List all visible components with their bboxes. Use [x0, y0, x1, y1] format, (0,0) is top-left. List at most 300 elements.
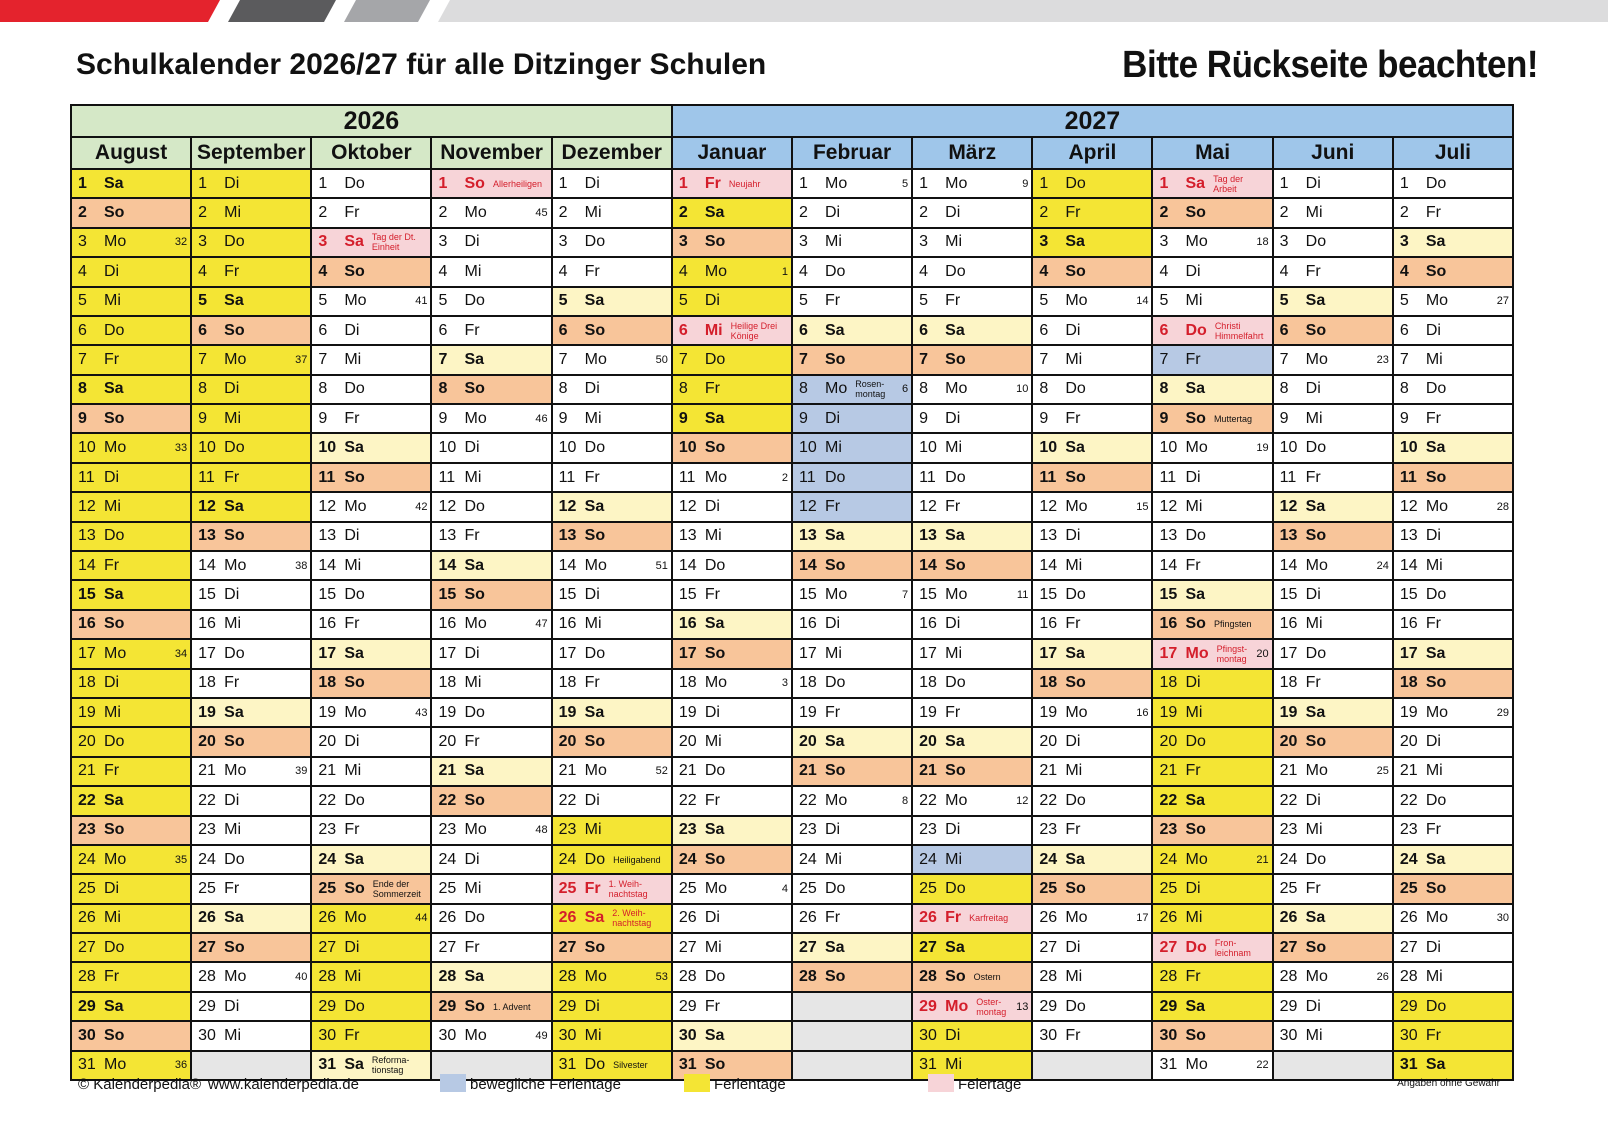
- day-cell: [72, 258, 190, 285]
- day-number: 31: [318, 1056, 337, 1074]
- day-number: 20: [1039, 733, 1058, 751]
- day-cell: [192, 405, 310, 432]
- day-cell: [553, 523, 671, 550]
- weekday-abbr: Mi: [1305, 409, 1323, 427]
- day-number: 23: [558, 821, 577, 839]
- weekday-abbr: Mi: [104, 909, 121, 927]
- day-number: 23: [1159, 821, 1178, 839]
- day-cell: [72, 640, 190, 667]
- weekday-abbr: Fr: [584, 674, 600, 692]
- day-number: 25: [798, 879, 817, 897]
- day-number: 26: [78, 909, 96, 927]
- weekday-abbr: Fr: [464, 527, 480, 545]
- day-number: 27: [78, 938, 96, 956]
- day-number: 29: [78, 997, 96, 1015]
- weekday-abbr: Do: [224, 850, 245, 868]
- day-cell: [1153, 581, 1271, 608]
- weekday-abbr: Di: [1305, 586, 1321, 604]
- day-cell: [1394, 346, 1512, 373]
- month-header-juli: Juli: [1394, 138, 1512, 168]
- day-cell: [673, 993, 791, 1020]
- event-note: Ostern: [973, 972, 1001, 983]
- weekday-abbr: So: [1185, 409, 1206, 427]
- weekday-abbr: Mo: [945, 586, 968, 604]
- weekday-abbr: Fr: [1065, 615, 1081, 633]
- day-cell: [72, 875, 190, 902]
- day-cell: [432, 346, 550, 373]
- day-cell: [553, 846, 671, 873]
- day-number: 29: [1039, 997, 1058, 1015]
- day-number: 28: [198, 968, 216, 986]
- day-number: 28: [1399, 968, 1418, 986]
- day-number: 20: [318, 733, 337, 751]
- weekday-abbr: Mo: [1065, 703, 1088, 721]
- weekday-abbr: Fr: [464, 321, 480, 339]
- day-cell: [1153, 464, 1271, 491]
- weekday-abbr: So: [1065, 262, 1086, 280]
- day-number: 20: [919, 733, 937, 751]
- weekday-abbr: Do: [584, 233, 606, 251]
- weekday-abbr: Mo: [104, 850, 127, 868]
- weekday-abbr: Mo: [824, 586, 848, 604]
- day-number: 13: [318, 527, 337, 545]
- day-number: 1: [678, 174, 688, 192]
- day-cell: [432, 581, 550, 608]
- weekday-abbr: Mo: [1065, 292, 1088, 310]
- calendar-week-number: 22: [1256, 1059, 1269, 1072]
- day-cell: [312, 258, 430, 285]
- day-number: 24: [78, 850, 96, 868]
- day-number: 11: [919, 468, 936, 486]
- holiday-label: Heilige Drei Könige: [730, 320, 778, 341]
- weekday-abbr: Fr: [104, 351, 120, 368]
- weekday-abbr: Mo: [1065, 497, 1088, 515]
- day-number: 12: [1279, 497, 1298, 515]
- day-number: 1: [78, 174, 87, 192]
- day-number: 1: [438, 174, 448, 192]
- calendar-week-number: 25: [1376, 765, 1389, 778]
- weekday-abbr: Mi: [824, 233, 842, 251]
- day-number: 19: [1279, 703, 1298, 721]
- day-cell: [1394, 317, 1512, 344]
- day-number: 5: [919, 292, 929, 310]
- weekday-abbr: Fr: [344, 409, 360, 427]
- day-cell: [312, 640, 430, 667]
- weekday-abbr: So: [1425, 879, 1447, 897]
- legend-public-label: Feiertage: [958, 1076, 1022, 1093]
- day-cell: [1033, 640, 1151, 667]
- day-number: 16: [318, 615, 337, 633]
- day-cell: [1033, 552, 1151, 579]
- weekday-abbr: Do: [945, 879, 966, 897]
- day-cell: [192, 376, 310, 403]
- day-number: 11: [1279, 468, 1297, 486]
- day-number: 23: [1039, 821, 1058, 839]
- weekday-abbr: Sa: [1185, 791, 1206, 809]
- legend-movable-label: bewegliche Ferientage: [470, 1076, 621, 1093]
- weekday-abbr: Do: [344, 791, 365, 809]
- weekday-abbr: Fr: [224, 262, 240, 280]
- weekday-abbr: Di: [224, 791, 240, 809]
- weekday-abbr: Sa: [344, 644, 364, 662]
- day-number: 13: [78, 527, 96, 545]
- day-cell: [913, 699, 1031, 726]
- day-cell: [553, 758, 671, 785]
- weekday-abbr: Sa: [344, 850, 364, 868]
- day-number: 3: [1279, 233, 1289, 251]
- day-number: 27: [438, 938, 457, 956]
- day-number: 16: [78, 615, 96, 633]
- day-number: 8: [1159, 380, 1169, 398]
- day-cell: [673, 376, 791, 403]
- holiday-label: 2. Weih- nachtstag: [612, 908, 652, 929]
- day-cell: [553, 670, 671, 697]
- day-cell: [312, 611, 430, 638]
- weekday-abbr: Fr: [1425, 204, 1441, 222]
- month-header-september: September: [192, 138, 310, 168]
- day-cell: [1274, 611, 1392, 638]
- day-cell: [1274, 1022, 1392, 1049]
- weekday-abbr: So: [824, 556, 846, 574]
- day-number: 4: [1159, 262, 1169, 280]
- day-number: 16: [438, 615, 457, 633]
- weekday-abbr: So: [224, 321, 245, 339]
- day-number: 11: [798, 468, 816, 486]
- day-cell: [1274, 905, 1392, 932]
- day-number: 26: [438, 909, 457, 927]
- year-header-2026: 2026: [72, 106, 671, 136]
- day-cell: [72, 317, 190, 344]
- day-cell: [913, 670, 1031, 697]
- day-number: 30: [198, 1026, 216, 1044]
- weekday-abbr: Di: [945, 821, 961, 839]
- weekday-abbr: So: [1425, 674, 1447, 692]
- day-number: 6: [558, 321, 568, 339]
- day-cell: [553, 258, 671, 285]
- weekday-abbr: Mo: [704, 674, 728, 692]
- weekday-abbr: Mo: [1305, 968, 1328, 986]
- day-number: 11: [1039, 468, 1057, 486]
- weekday-abbr: Sa: [584, 703, 605, 721]
- day-cell: [312, 875, 430, 902]
- day-cell: [553, 464, 671, 491]
- weekday-abbr: Di: [224, 997, 240, 1015]
- weekday-abbr: Mo: [224, 556, 247, 574]
- weekday-abbr: Fr: [1305, 674, 1321, 692]
- day-number: 29: [678, 997, 697, 1015]
- day-number: 12: [678, 497, 697, 515]
- weekday-abbr: Sa: [104, 586, 124, 604]
- calendar-week-number: 33: [174, 442, 188, 455]
- day-cell: [312, 199, 430, 226]
- day-cell: [1274, 787, 1392, 814]
- weekday-abbr: So: [1305, 527, 1327, 545]
- decor-light-segment: [438, 0, 1608, 22]
- day-number: 1: [1399, 174, 1409, 192]
- day-cell: [913, 552, 1031, 579]
- day-number: 20: [198, 733, 216, 751]
- day-number: 16: [798, 615, 817, 633]
- day-cell: [913, 728, 1031, 755]
- day-cell: [553, 963, 671, 990]
- day-cell: [72, 670, 190, 697]
- day-number: 1: [1159, 174, 1169, 192]
- day-number: 18: [798, 674, 817, 692]
- day-number: 15: [78, 586, 96, 604]
- weekday-abbr: Di: [824, 204, 841, 222]
- weekday-abbr: Mo: [1425, 909, 1449, 927]
- day-cell: [72, 493, 190, 520]
- day-number: 21: [198, 762, 216, 780]
- day-cell: [432, 317, 550, 344]
- weekday-abbr: Do: [584, 644, 606, 662]
- day-number: 6: [798, 321, 808, 339]
- weekday-abbr: So: [945, 351, 966, 368]
- day-cell: [1153, 699, 1271, 726]
- weekday-abbr: Sa: [1185, 174, 1206, 192]
- day-number: 19: [318, 703, 337, 721]
- day-number: 5: [558, 292, 568, 310]
- day-cell: [192, 317, 310, 344]
- event-note: Reforma- tionstag: [371, 1055, 410, 1076]
- day-cell: [673, 523, 791, 550]
- weekday-abbr: Di: [824, 615, 841, 633]
- weekday-abbr: Do: [344, 586, 365, 604]
- calendar-week-number: 8: [902, 794, 909, 807]
- day-cell: [432, 434, 550, 461]
- holiday-label: Pfingst- montag: [1216, 643, 1248, 664]
- day-number: 2: [1039, 204, 1049, 222]
- weekday-abbr: Mi: [584, 204, 602, 222]
- day-number: 5: [1399, 292, 1409, 310]
- calendar-week-number: 21: [1256, 853, 1269, 866]
- day-number: 12: [318, 497, 337, 515]
- day-cell: [553, 317, 671, 344]
- day-number: 22: [1039, 791, 1058, 809]
- day-cell: [72, 464, 190, 491]
- day-cell: [1153, 875, 1271, 902]
- day-number: 28: [318, 968, 337, 986]
- day-cell: [673, 405, 791, 432]
- weekday-abbr: Mi: [1305, 1026, 1323, 1044]
- weekday-abbr: Di: [104, 879, 120, 897]
- day-number: 21: [1159, 762, 1178, 780]
- day-number: 6: [678, 321, 688, 339]
- weekday-abbr: Do: [1065, 174, 1086, 192]
- day-number: 2: [438, 204, 448, 222]
- weekday-abbr: Mo: [704, 879, 728, 897]
- weekday-abbr: Mo: [344, 703, 367, 721]
- day-number: 20: [1279, 733, 1298, 751]
- day-cell: [1033, 258, 1151, 285]
- calendar-week-number: 11: [1016, 589, 1029, 602]
- weekday-abbr: Mo: [104, 644, 127, 662]
- day-number: 6: [198, 321, 208, 339]
- weekday-abbr: Di: [704, 703, 720, 721]
- weekday-abbr: Di: [584, 997, 600, 1015]
- month-header-januar: Januar: [673, 138, 791, 168]
- day-cell: [1274, 258, 1392, 285]
- weekday-abbr: Sa: [224, 909, 244, 927]
- day-cell: [1394, 288, 1512, 315]
- website-link[interactable]: www.kalenderpedia.de: [208, 1076, 359, 1093]
- day-cell: [432, 405, 550, 432]
- day-number: 24: [198, 850, 216, 868]
- day-number: 7: [1159, 351, 1169, 368]
- day-number: 22: [798, 791, 817, 809]
- day-number: 3: [318, 233, 328, 251]
- weekday-abbr: Sa: [104, 997, 124, 1015]
- weekday-abbr: Sa: [704, 615, 725, 633]
- weekday-abbr: Fr: [945, 703, 961, 721]
- weekday-abbr: Mi: [1065, 351, 1083, 368]
- weekday-abbr: Di: [1425, 527, 1441, 545]
- day-number: 23: [318, 821, 337, 839]
- day-cell: [72, 993, 190, 1020]
- day-number: 11: [198, 468, 215, 486]
- weekday-abbr: Mi: [464, 262, 482, 280]
- day-number: 3: [558, 233, 568, 251]
- weekday-abbr: So: [464, 174, 485, 192]
- weekday-abbr: Sa: [1305, 909, 1326, 927]
- weekday-abbr: Fr: [824, 497, 841, 515]
- day-number: 4: [198, 262, 208, 280]
- weekday-abbr: Di: [104, 468, 120, 486]
- weekday-abbr: Mi: [1185, 497, 1203, 515]
- day-cell: [1033, 581, 1151, 608]
- weekday-abbr: Fr: [104, 968, 120, 986]
- weekday-abbr: Mo: [464, 615, 487, 633]
- calendar-week-number: 39: [295, 765, 308, 778]
- day-cell: [1274, 581, 1392, 608]
- day-number: 21: [318, 762, 337, 780]
- day-cell: [793, 346, 911, 373]
- day-cell: [312, 288, 430, 315]
- weekday-abbr: Mi: [945, 850, 963, 868]
- weekday-abbr: Fr: [1185, 556, 1201, 574]
- day-number: 28: [1159, 968, 1178, 986]
- day-cell: [793, 434, 911, 461]
- weekday-abbr: Sa: [224, 703, 244, 721]
- weekday-abbr: Fr: [824, 292, 841, 310]
- day-cell: [913, 581, 1031, 608]
- day-cell: [72, 817, 190, 844]
- day-cell: [1274, 728, 1392, 755]
- day-cell: [72, 170, 190, 197]
- weekday-abbr: Di: [464, 439, 480, 457]
- weekday-abbr: Sa: [824, 527, 845, 545]
- day-cell: [192, 493, 310, 520]
- weekday-abbr: So: [1065, 468, 1086, 486]
- holiday-label: Neujahr: [728, 178, 761, 189]
- weekday-abbr: Sa: [945, 321, 965, 339]
- day-cell: [673, 846, 791, 873]
- day-cell: [793, 963, 911, 990]
- day-cell: [192, 552, 310, 579]
- day-number: 9: [1039, 409, 1049, 427]
- day-cell: [913, 317, 1031, 344]
- weekday-abbr: So: [104, 821, 125, 839]
- day-number: 2: [78, 204, 87, 222]
- day-cell: [432, 611, 550, 638]
- calendar-week-number: 48: [535, 824, 548, 837]
- day-number: 31: [678, 1056, 697, 1074]
- day-cell: [673, 258, 791, 285]
- day-cell: [312, 552, 430, 579]
- day-number: 5: [798, 292, 808, 310]
- day-cell: [312, 758, 430, 785]
- weekday-abbr: Mi: [344, 968, 362, 986]
- day-cell: [793, 199, 911, 226]
- weekday-abbr: So: [344, 879, 365, 897]
- day-number: 27: [318, 938, 337, 956]
- day-number: 4: [558, 262, 568, 280]
- day-number: 17: [318, 644, 337, 662]
- calendar-week-number: 20: [1256, 647, 1269, 660]
- calendar-week-number: 40: [295, 971, 308, 984]
- day-cell: [432, 493, 550, 520]
- weekday-abbr: So: [584, 321, 606, 339]
- holiday-label: Fron- leichnam: [1214, 937, 1251, 958]
- weekday-abbr: Di: [945, 204, 961, 222]
- day-cell: [793, 493, 911, 520]
- day-cell: [793, 523, 911, 550]
- day-cell: [1394, 728, 1512, 755]
- day-number: 23: [78, 821, 96, 839]
- day-cell: [1033, 963, 1151, 990]
- legend-swatch-movable: [440, 1074, 466, 1092]
- page-title: Schulkalender 2026/27 für alle Ditzinger Schulen: [76, 48, 767, 81]
- day-cell: [793, 170, 911, 197]
- weekday-abbr: So: [824, 762, 846, 780]
- day-number: 10: [798, 439, 817, 457]
- day-cell: [673, 787, 791, 814]
- day-cell: [1153, 934, 1271, 961]
- weekday-abbr: Fr: [104, 762, 120, 780]
- day-number: 24: [798, 850, 817, 868]
- day-number: 18: [318, 674, 337, 692]
- day-number: 28: [919, 968, 937, 986]
- day-cell: [913, 464, 1031, 491]
- day-cell: [192, 464, 310, 491]
- day-cell: [1033, 523, 1151, 550]
- day-cell: [1033, 1022, 1151, 1049]
- month-header-august: August: [72, 138, 190, 168]
- day-number: 2: [198, 204, 208, 222]
- day-number: 1: [558, 174, 568, 192]
- weekday-abbr: Mi: [1425, 762, 1443, 780]
- month-header-april: April: [1033, 138, 1151, 168]
- day-number: 4: [1279, 262, 1289, 280]
- day-number: 31: [1399, 1056, 1418, 1074]
- day-number: 31: [78, 1056, 96, 1074]
- day-cell: [553, 346, 671, 373]
- decor-grey-segment: [344, 0, 430, 22]
- day-cell: [432, 1022, 550, 1049]
- month-header-oktober: Oktober: [312, 138, 430, 168]
- weekday-abbr: Do: [704, 351, 726, 368]
- weekday-abbr: Mi: [1185, 909, 1203, 927]
- weekday-abbr: Mo: [824, 174, 848, 192]
- day-cell: [793, 905, 911, 932]
- footer: [0, 1068, 1608, 1098]
- day-number: 27: [198, 938, 216, 956]
- month-header-februar: Februar: [793, 138, 911, 168]
- month-header-mai: Mai: [1153, 138, 1271, 168]
- day-cell: [913, 905, 1031, 932]
- weekday-abbr: Mo: [945, 380, 968, 398]
- day-number: 14: [1159, 556, 1178, 574]
